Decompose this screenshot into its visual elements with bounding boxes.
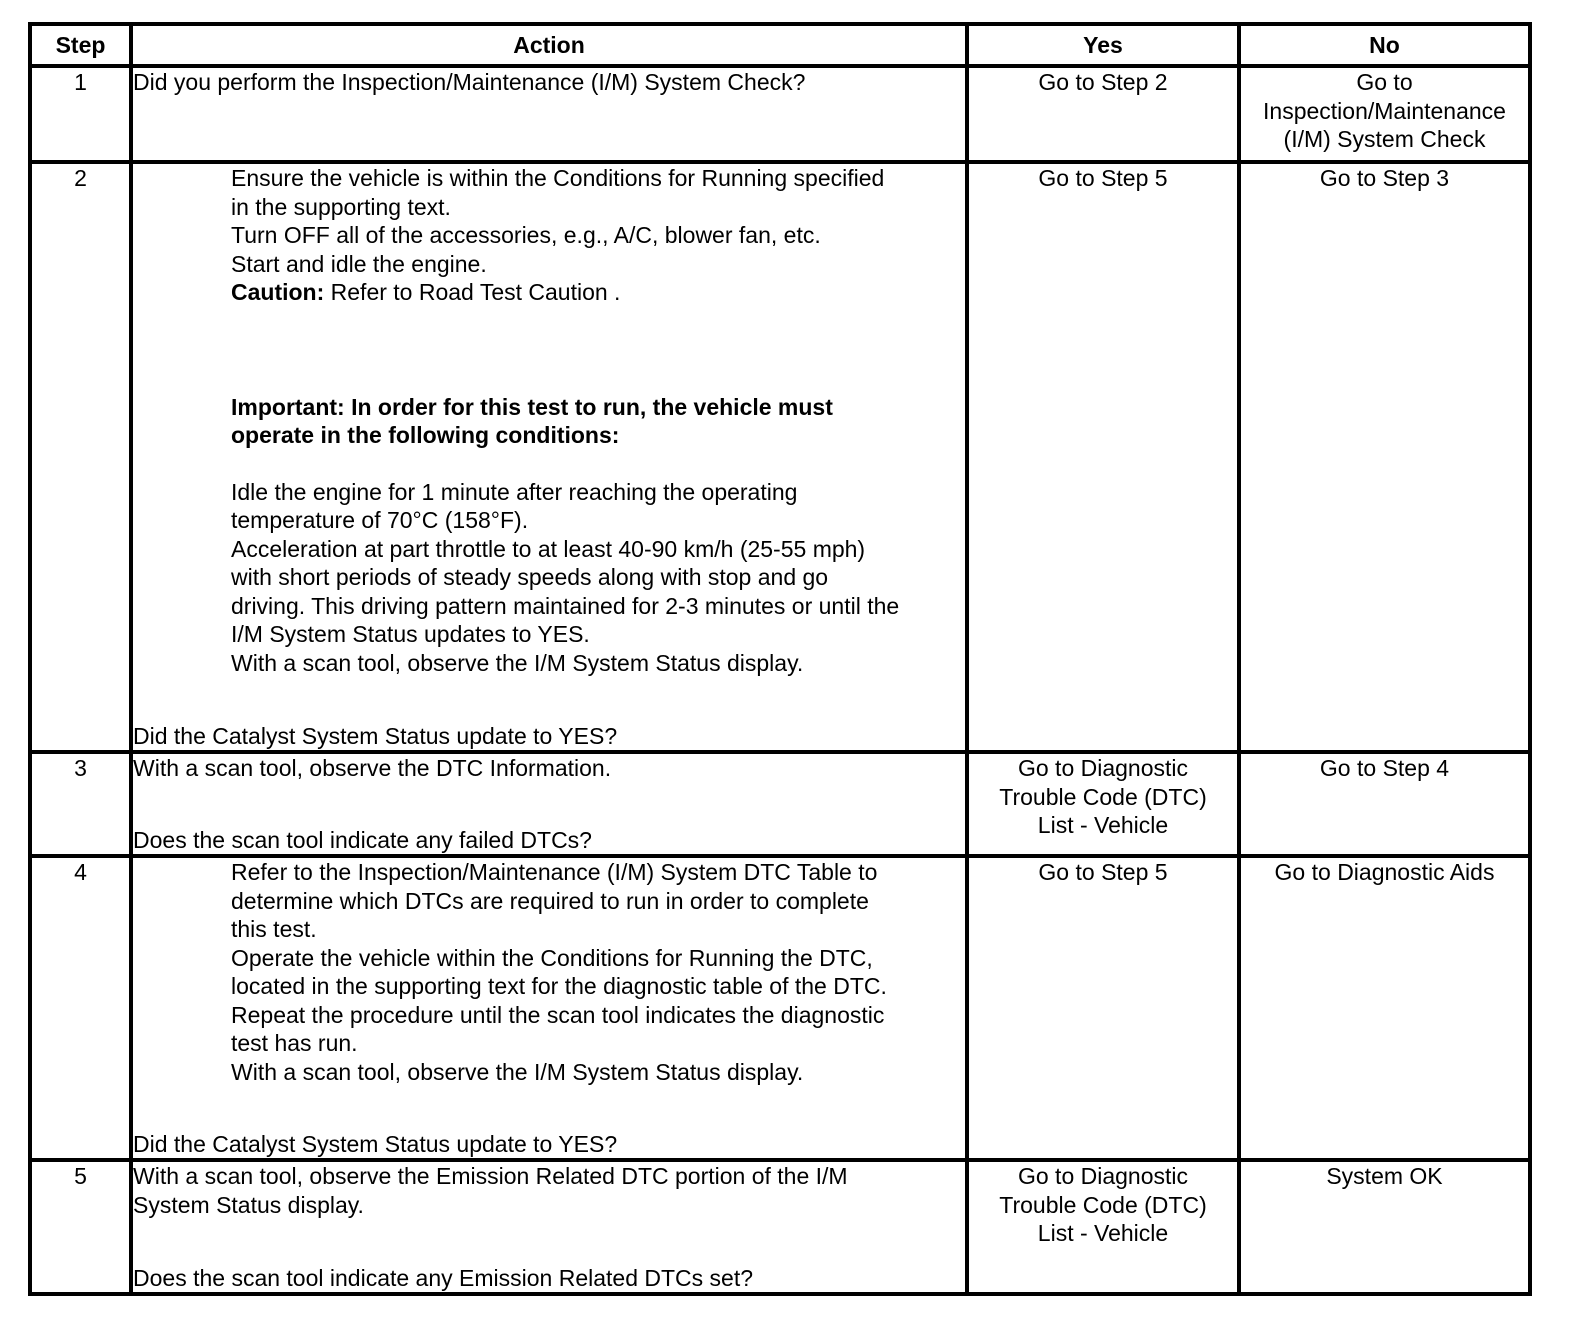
header-action: Action bbox=[131, 24, 967, 66]
action-question: Does the scan tool indicate any Emission Related DTCs set? bbox=[133, 1264, 754, 1291]
action-line: Acceleration at part throttle to at least 40-90 km/h (25-55 mph) bbox=[231, 535, 866, 562]
action-line: With a scan tool, observe the Emission Related DTC portion of the I/M bbox=[133, 1163, 848, 1189]
no-link[interactable]: Go to Diagnostic Aids bbox=[1274, 859, 1495, 885]
table-row bbox=[30, 752, 1530, 856]
action-line: in the supporting text. bbox=[231, 193, 451, 220]
action-question: Did the Catalyst System Status update to YES? bbox=[133, 722, 618, 749]
no-cell bbox=[1239, 856, 1530, 1160]
yes-link-line[interactable]: Trouble Code (DTC) bbox=[999, 1191, 1207, 1218]
no-link-line[interactable]: Go to bbox=[1356, 69, 1413, 95]
action-line: located in the supporting text for the diagnostic table of the DTC. bbox=[231, 973, 887, 999]
action-line: with short periods of steady speeds along with stop and go bbox=[231, 564, 829, 590]
action-cell bbox=[131, 66, 967, 162]
header-no: No bbox=[1239, 24, 1530, 66]
table-row bbox=[30, 162, 1530, 752]
header-yes: Yes bbox=[967, 24, 1239, 66]
action-line: Turn OFF all of the accessories, e.g., A/C, blower fan, etc. bbox=[231, 222, 821, 248]
action-line: I/M System Status updates to YES. bbox=[231, 621, 590, 647]
action-line: driving. This driving pattern maintained for 2-3 minutes or until the bbox=[231, 592, 900, 619]
no-cell bbox=[1239, 162, 1530, 752]
no-cell bbox=[1239, 66, 1530, 162]
important-note: operate in the following conditions: bbox=[231, 422, 620, 448]
header-step: Step bbox=[30, 24, 131, 66]
action-cell bbox=[131, 752, 967, 856]
no-cell bbox=[1239, 752, 1530, 856]
action-cell bbox=[131, 1160, 967, 1294]
action-line: With a scan tool, observe the I/M System Status display. bbox=[231, 1058, 804, 1085]
yes-link-line[interactable]: List - Vehicle bbox=[1037, 1220, 1169, 1246]
yes-link-line[interactable]: Go to Diagnostic bbox=[1017, 755, 1189, 781]
header-row bbox=[30, 24, 1530, 66]
action-line: test has run. bbox=[231, 1030, 358, 1056]
step-number: 5 bbox=[30, 1160, 131, 1294]
action-cell bbox=[131, 856, 967, 1160]
action-question: Does the scan tool indicate any failed DTCs? bbox=[133, 826, 592, 853]
action-line: determine which DTCs are required to run in order to complete bbox=[231, 887, 869, 914]
table-row bbox=[30, 66, 1530, 162]
action-line: temperature of 70°C (158°F). bbox=[231, 507, 529, 533]
yes-cell bbox=[967, 752, 1239, 856]
action-line: this test. bbox=[231, 916, 317, 942]
action-line: Start and idle the engine. bbox=[231, 250, 487, 277]
action-line: With a scan tool, observe the I/M System Status display. bbox=[231, 649, 804, 676]
action-line: Repeat the procedure until the scan tool indicates the diagnostic bbox=[231, 1001, 885, 1028]
step-number: 4 bbox=[30, 856, 131, 1160]
no-link[interactable]: Go to Step 4 bbox=[1319, 755, 1450, 781]
action-line: Idle the engine for 1 minute after reaching the operating bbox=[231, 478, 798, 505]
no-cell bbox=[1239, 1160, 1530, 1294]
step-number: 2 bbox=[30, 162, 131, 752]
step-number: 3 bbox=[30, 752, 131, 856]
yes-link-line[interactable]: List - Vehicle bbox=[1037, 812, 1169, 838]
no-link-line[interactable]: Inspection/Maintenance bbox=[1263, 97, 1506, 124]
yes-link-line[interactable]: Go to Diagnostic bbox=[1017, 1163, 1189, 1189]
no-link[interactable]: Go to Step 3 bbox=[1319, 165, 1450, 191]
no-link-line[interactable]: (I/M) System Check bbox=[1283, 126, 1486, 152]
action-question: Did the Catalyst System Status update to YES? bbox=[133, 1130, 618, 1157]
action-line: Ensure the vehicle is within the Conditions for Running specified bbox=[231, 165, 885, 191]
action-line: System Status display. bbox=[133, 1191, 364, 1218]
action-line: Operate the vehicle within the Conditions for Running the DTC, bbox=[231, 944, 873, 971]
action-line: Refer to the Inspection/Maintenance (I/M) System DTC Table to bbox=[231, 859, 878, 885]
step-number: 1 bbox=[30, 66, 131, 162]
yes-cell bbox=[967, 66, 1239, 162]
important-note: Important: In order for this test to run, the vehicle must bbox=[231, 393, 833, 420]
action-question: Did you perform the Inspection/Maintenance (I/M) System Check? bbox=[133, 69, 806, 95]
action-line: With a scan tool, observe the DTC Information. bbox=[133, 755, 612, 781]
yes-cell bbox=[967, 162, 1239, 752]
caution-text[interactable]: Refer to Road Test Caution . bbox=[324, 279, 621, 305]
table-row bbox=[30, 1160, 1530, 1294]
table-row bbox=[30, 856, 1530, 1160]
caution-label: Caution: bbox=[231, 279, 325, 305]
yes-link[interactable]: Go to Step 5 bbox=[1038, 165, 1168, 191]
no-link[interactable]: System OK bbox=[1326, 1163, 1443, 1189]
yes-link[interactable]: Go to Step 2 bbox=[1038, 69, 1168, 95]
diagnostic-table bbox=[28, 22, 1532, 1296]
action-cell bbox=[131, 162, 967, 752]
yes-cell bbox=[967, 1160, 1239, 1294]
yes-cell bbox=[967, 856, 1239, 1160]
yes-link-line[interactable]: Trouble Code (DTC) bbox=[999, 783, 1207, 810]
caution-line bbox=[231, 278, 965, 307]
yes-link[interactable]: Go to Step 5 bbox=[1038, 859, 1168, 885]
